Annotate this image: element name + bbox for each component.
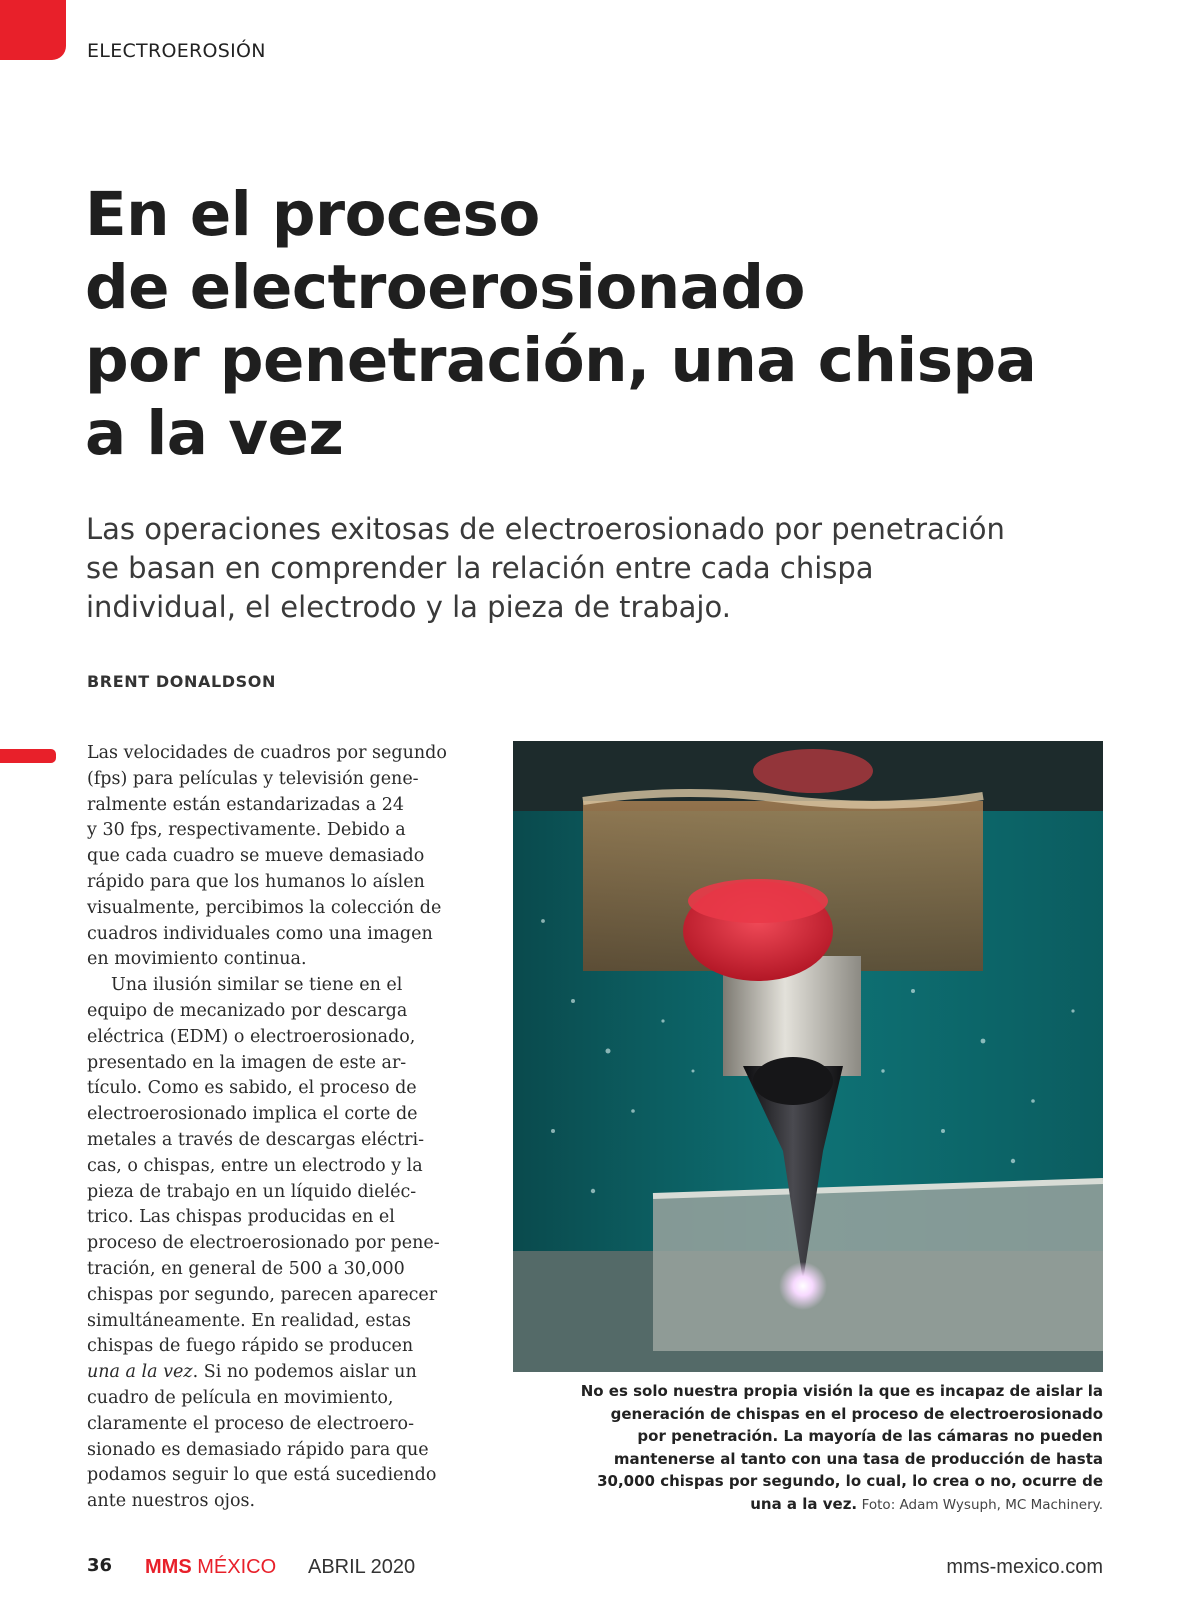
caption-text: No es solo nuestra propia visión la que es incapaz de aislar la generación de chispas en el proceso de electroerosionado por penetración. La mayoría de las cámaras no pueden mantenerse al tanto con una tasa de producción de hasta 30,000 chispas por segundo, lo cual, lo crea o no, ocurre de una a la vez.: [580, 1382, 1103, 1513]
section-label: ELECTROEROSIÓN: [87, 40, 266, 62]
issue-date: ABRIL 2020: [308, 1556, 416, 1578]
author-byline: BRENT DONALDSON: [87, 672, 276, 691]
magazine-brand: [145, 1556, 276, 1579]
red-corner-tab: [0, 0, 66, 60]
article-title: En el proceso de electroerosionado por penetración, una chispa a la vez: [85, 179, 1037, 469]
body-paragraph-1: Las velocidades de cuadros por segundo (fps) para películas y televisión gene- ralmente están estandarizadas a 24 y 30 fps, respectivamente. Debido a que cada cuadro se mueve demasiado rápido para que los humanos lo aíslen visualmente, percibimos la colección de cuadros individuales como una imagen en movimiento continua.: [87, 743, 447, 970]
body-paragraph-2-end: . Si no podemos aislar un cuadro de película en movimiento, claramente el proceso de electroero- sionado es demasiado rápido para que podamos seguir lo que está sucediendo ante nuestros ojos.: [87, 1362, 437, 1512]
page-number: 36: [87, 1555, 113, 1576]
article-body: [87, 741, 479, 1515]
body-paragraph-2: [87, 973, 479, 1515]
photo-caption: [513, 1372, 1103, 1513]
body-emphasis: una a la vez: [87, 1362, 193, 1383]
edm-photo: [513, 741, 1103, 1381]
red-side-marker: [0, 749, 56, 763]
edm-photo-illustration: [513, 741, 1103, 1381]
brand-mms: MMS: [145, 1556, 192, 1578]
brand-mexico: MÉXICO: [197, 1556, 277, 1578]
article-deck: Las operaciones exitosas de electroerosionado por penetración se basan en comprender la relación entre cada chispa individual, el electrodo y la pieza de trabajo.: [86, 512, 1005, 624]
photo-credit: Foto: Adam Wysuph, MC Machinery.: [861, 1496, 1103, 1513]
website-url: mms-mexico.com: [946, 1556, 1103, 1578]
body-paragraph-2-start: Una ilusión similar se tiene en el equipo de mecanizado por descarga eléctrica (EDM) o electroerosionado, presentado en la imagen de este ar- tículo. Como es sabido, el proceso de electroerosionado implica el corte de metales a través de descargas eléctri- cas, o chispas, entre un electrodo y la pieza de trabajo en un líquido dieléc- trico. Las chispas producidas en el proceso de electroerosionado por pene- tración, en general de 500 a 30,000 chispas por segundo, parecen aparecer simultáneamente. En realidad, estas chispas de fuego rápido se producen: [87, 975, 440, 1357]
